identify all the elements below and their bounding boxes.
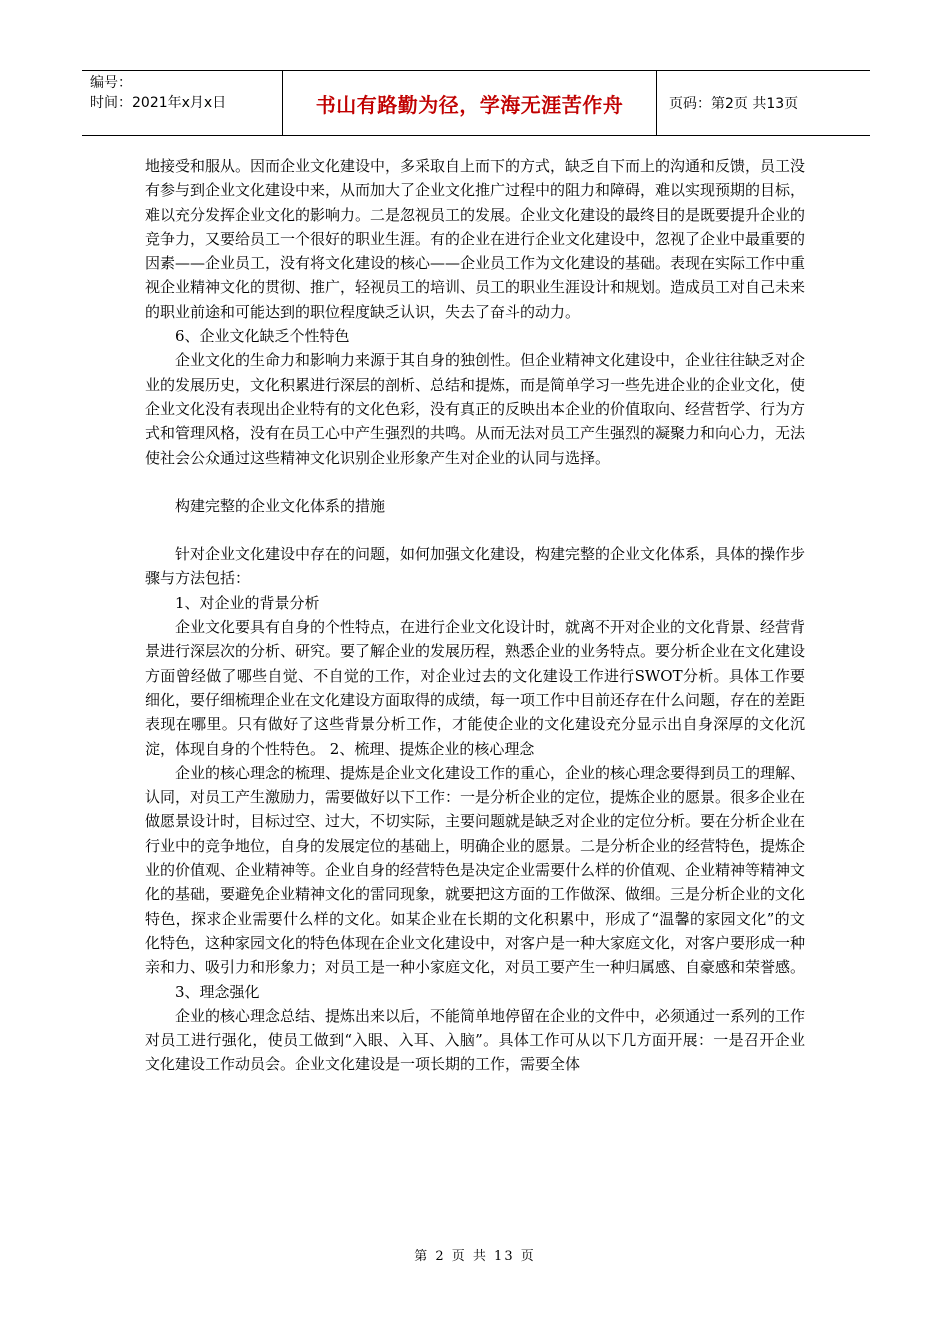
body-paragraph: 针对企业文化建设中存在的问题，如何加强文化建设，构建完整的企业文化体系，具体的操作步骤与方法包括： — [145, 545, 806, 588]
body-paragraph: 企业的核心理念的梳理、提炼是企业文化建设工作的重心，企业的核心理念要得到员工的理解、认同，对员工产生激励力，需要做好以下工作：一是分析企业的定位，提炼企业的愿景。很多企业在做愿景设计时，目标过空、过大，不切实际，主要问题就是缺乏对企业的定位分析。要在分析企业在行业中的竞争地位，自身的发展定位的基础上，明确企业的愿景。二是分析企业的经营特色，提炼企业的价值观、企业精神等。企业自身的经营特色是决定企业需要什么样的价值观、企业精神等精神文化的基础，要避免企业精神文化的雷同现象，就要把这方面的工作做深、做细。三是分析企业的文化特色，探求企业需要什么样的文化。如某企业在长期的文化积累中，形成了“温馨的家园文化”的文化特色，这种家园文化的特色体现在企业文化建设中，对客户是一种大家庭文化，对客户要形成一种亲和力、吸引力和形象力；对员工是一种小家庭文化，对员工要产生一种归属感、自豪感和荣誉感。 — [145, 763, 806, 977]
body-paragraph: 企业文化要具有自身的个性特点，在进行企业文化设计时，就离不开对企业的文化背景、经营背景进行深层次的分析、研究。要了解企业的发展历程，熟悉企业的业务特点。要分析企业在文化建设方面曾经做了哪些自觉、不自觉的工作，对企业过去的文化建设工作进行SWOT分析。具体工作要细化，要仔细梳理企业在文化建设方面取得的成绩，每一项工作中目前还存在什么问题，存在的差距表现在哪里。只有做好了这些背景分析工作，才能使企业的文化建设充分显示出自身深厚的文化沉淀，体现自身的个性特色。 2、梳理、提炼企业的核心理念 — [145, 618, 806, 758]
body-paragraph: 企业的核心理念总结、提炼出来以后，不能简单地停留在企业的文件中，必须通过一系列的工作对员工进行强化，使员工做到“入眼、入耳、入脑”。具体工作可从以下几方面开展：一是召开企业文化建设工作动员会。企业文化建设是一项长期的工作，需要全体 — [145, 1006, 806, 1074]
header-meta — [82, 71, 283, 135]
document-body — [145, 154, 805, 1077]
body-paragraph: 企业文化的生命力和影响力来源于其自身的独创性。但企业精神文化建设中，企业往往缺乏对企业的发展历史，文化积累进行深层的剖析、总结和提炼，而是简单学习一些先进企业的企业文化，使企业文化没有表现出企业特有的文化色彩，没有真正的反映出本企业的价值取向、经营哲学、行为方式和管理风格，没有在员工心中产生强烈的共鸣。从而无法对员工产生强烈的凝聚力和向心力，无法使社会公众通过这些精神文化识别企业形象产生对企业的认同与选择。 — [145, 351, 806, 467]
header-page-label: 页码：第2页 共13页 — [669, 96, 799, 112]
section-heading: 6、企业文化缺乏个性特色 — [175, 327, 350, 346]
section-heading: 1、对企业的背景分析 — [175, 593, 320, 612]
header-motto: 书山有路勤为径，学海无涯苦作舟 — [283, 71, 657, 135]
section-title: 构建完整的企业文化体系的措施 — [175, 496, 386, 515]
page-footer: 第 2 页 共 13 页 — [414, 1249, 536, 1264]
document-time-label: 时间：2021年x月x日 — [90, 95, 227, 111]
page-header — [82, 70, 870, 136]
spacer — [145, 470, 805, 494]
spacer — [145, 518, 805, 542]
section-heading: 3、理念强化 — [175, 982, 260, 1001]
document-number-label: 编号： — [90, 75, 132, 91]
body-paragraph: 地接受和服从。因而企业文化建设中，多采取自上而下的方式，缺乏自下而上的沟通和反馈，员工没有参与到企业文化建设中来，从而加大了企业文化推广过程中的阻力和障碍，难以实现预期的目标，难以充分发挥企业文化的影响力。二是忽视员工的发展。企业文化建设的最终目的是既要提升企业的竞争力，又要给员工一个很好的职业生涯。有的企业在进行企业文化建设中，忽视了企业中最重要的因素——企业员工，没有将文化建设的核心——企业员工作为文化建设的基础。表现在实际工作中重视企业精神文化的贯彻、推广，轻视员工的培训、员工的职业生涯设计和规划。造成员工对自己未来的职业前途和可能达到的职位程度缺乏认识，失去了奋斗的动力。 — [145, 157, 806, 321]
